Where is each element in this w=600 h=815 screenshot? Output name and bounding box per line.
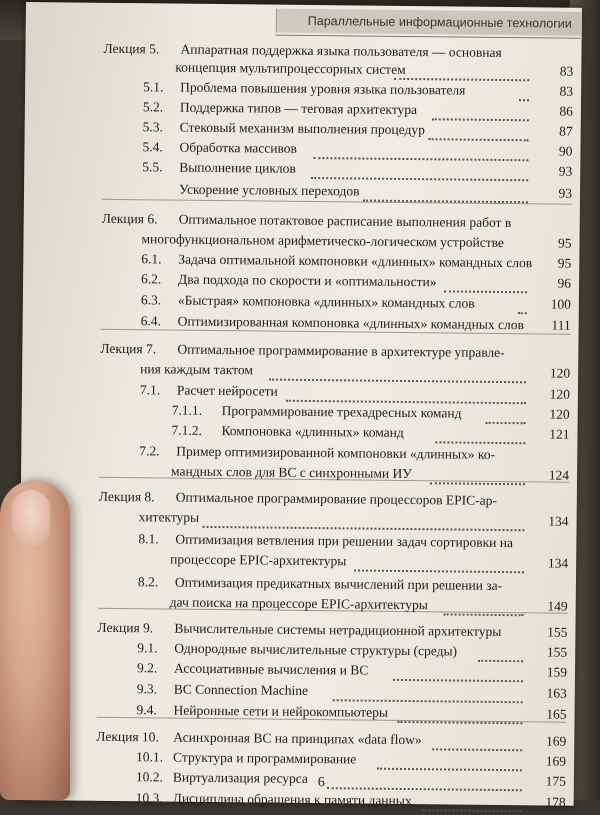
toc-entry-page: 155	[547, 624, 568, 640]
toc-entry-number: 7.1.1.	[171, 402, 203, 418]
dot-leader	[435, 425, 525, 444]
dot-leader	[333, 683, 523, 703]
dot-leader	[327, 771, 522, 791]
toc-entry-title: Оптимальное программирование процессоров EPIC-ар-	[175, 489, 498, 508]
toc-entry-number: Лекция 5.	[103, 40, 160, 57]
toc-entry-title: Программирование трехадресных команд	[221, 403, 462, 421]
dot-leader	[444, 597, 524, 616]
toc-entry-page: 120	[549, 406, 570, 422]
toc-entry-number: Лекция 7.	[100, 340, 157, 357]
table-of-contents	[26, 40, 582, 810]
toc-entry-number: 8.2.	[137, 574, 159, 590]
toc-entry-title: Виртуализация ресурса	[172, 769, 309, 786]
toc-entry-number: 7.1.	[139, 382, 161, 398]
toc-entry-title: процессоре EPIC-архитектуры	[170, 551, 347, 569]
toc-entry-title: Оптимизация предикатных вычислений при решении за-	[174, 574, 503, 594]
toc-entry-title: Оптимальное потактовое расписание выполнения работ в	[178, 211, 512, 231]
toc-entry-page: 163	[546, 685, 567, 701]
toc-entry-title: хитектуры	[138, 509, 200, 525]
toc-entry-page: 134	[547, 555, 569, 571]
toc-entry-page: 100	[550, 296, 571, 312]
toc-entry-page: 86	[559, 103, 573, 119]
dot-leader	[394, 62, 529, 81]
thumb-nail	[12, 490, 50, 546]
toc-entry-page: 178	[545, 794, 566, 810]
toc-entry-number: 5.3.	[142, 119, 164, 135]
dot-leader	[393, 663, 523, 682]
book-page	[18, 2, 582, 810]
toc-entry-title: Ускорение условных переходов	[178, 181, 360, 199]
dot-leader	[203, 510, 525, 531]
toc-entry-number: Лекция 8.	[98, 488, 155, 505]
running-header	[276, 9, 582, 36]
dot-leader	[377, 752, 522, 772]
toc-entry-page: 83	[559, 83, 574, 99]
toc-entry-number: Лекция 6.	[101, 210, 158, 227]
toc-entry-page: 93	[558, 185, 573, 201]
toc-entry-page: 96	[557, 275, 572, 291]
toc-entry-page: 111	[551, 317, 571, 333]
toc-entry-title: Ассоциативные вычисления и ВС	[173, 660, 369, 678]
toc-entry-number: 9.1.	[137, 640, 158, 656]
toc-entry-number: 9.3.	[136, 681, 158, 697]
toc-entry-title: Нейронные сети и нейрокомпьютеры	[173, 702, 389, 720]
toc-entry-title: Два подхода по скорости и «оптимальности»	[178, 271, 437, 290]
toc-entry-page: 93	[558, 163, 573, 179]
toc-entry-title: многофункциональном арифметическо-логическом устройстве	[141, 231, 505, 251]
toc-entry-title: Дисциплина обращения к памяти данных	[172, 790, 412, 809]
toc-entry-title: Оптимизированная компоновка «длинных» командных слов	[177, 313, 524, 333]
toc-entry-number: 10.3.	[135, 790, 163, 806]
toc-entry-title: Оптимальное программирование в архитектуре управле-	[177, 341, 505, 361]
toc-entry-number: 5.5.	[142, 159, 163, 175]
toc-entry-title: Вычислительные системы нетрадиционной архитектуры	[174, 620, 502, 640]
dot-leader	[432, 102, 529, 121]
toc-entry-number: 7.1.2.	[171, 422, 202, 438]
toc-entry-title: Стековый механизм выполнения процедур	[179, 119, 425, 138]
toc-entry-title: Оптимизация ветвления при решении задач сортировки на	[175, 531, 514, 551]
toc-entry-title: Задача оптимальной компоновки «длинных» командных слов	[178, 251, 533, 271]
dot-leader	[397, 705, 522, 724]
toc-entry-title: Проблема повышения уровня языка пользователя	[180, 79, 466, 98]
dot-leader	[422, 793, 522, 812]
toc-entry-title: Аппаратная поддержка языка пользователя — основная	[180, 41, 502, 60]
toc-entry-title: Компоновка «длинных» команд	[221, 423, 404, 440]
dot-leader	[313, 141, 528, 161]
dot-leader	[269, 363, 526, 384]
dot-leader	[486, 406, 526, 424]
toc-entry-page: 149	[547, 598, 568, 614]
toc-entry-title: Обработка массивов	[179, 139, 298, 156]
toc-entry-title: концепция мультипроцессорных систем	[175, 59, 406, 77]
toc-entry-page: 95	[557, 235, 572, 251]
toc-entry-number: 10.1.	[136, 749, 164, 765]
toc-entry-page: 155	[546, 644, 568, 660]
toc-entry-page: 90	[558, 143, 573, 159]
toc-entry-number: 9.4.	[136, 702, 157, 718]
toc-entry-number: 6.3.	[140, 292, 162, 308]
dot-leader	[429, 122, 529, 141]
toc-entry-number: 10.2.	[135, 769, 163, 785]
toc-entry-number: 6.2.	[141, 271, 162, 287]
dot-leader	[478, 644, 523, 662]
toc-entry-number: 6.4.	[140, 313, 161, 329]
dot-leader	[430, 466, 525, 485]
toc-entry-title: Поддержка типов — теговая архитектура	[179, 99, 418, 118]
toc-entry-title: ВС Connection Machine	[173, 681, 309, 698]
toc-entry-title: «Быстрая» компоновка «длинных» командных слов	[177, 292, 475, 311]
toc-entry-page: 121	[549, 426, 570, 442]
dot-leader	[444, 274, 527, 293]
toc-entry-number: 6.1.	[141, 251, 162, 267]
toc-entry-page: 165	[546, 706, 567, 722]
toc-entry-number: Лекция 9.	[97, 619, 154, 636]
toc-entry-page: 95	[557, 255, 572, 271]
toc-entry-number: 9.2.	[136, 660, 158, 676]
toc-entry-page: 159	[546, 664, 568, 680]
toc-entry-title: Структура и программирование	[173, 749, 357, 767]
toc-entry-title: Асинхронная ВС на принципах «data flow»	[173, 729, 422, 748]
toc-entry-page: 120	[549, 386, 571, 402]
toc-entry-title: мандных слов для ВС с синхронными ИУ	[171, 463, 412, 482]
toc-entry-number: Лекция 10.	[96, 728, 159, 745]
toc-entry-number: 8.1.	[138, 531, 159, 547]
dot-leader	[519, 83, 529, 101]
toc-entry-title: дач поиска на процессоре EPIC-архитектуры	[169, 594, 428, 613]
toc-entry-page: 124	[548, 467, 570, 483]
toc-entry-title: Расчет нейросети	[176, 382, 278, 399]
toc-entry	[24, 180, 580, 206]
toc-entry-page: 169	[545, 733, 567, 749]
dot-leader	[363, 184, 528, 204]
toc-entry-title: ния каждым тактом	[140, 361, 254, 378]
toc-entry-number: 7.2.	[139, 443, 160, 459]
toc-entry-page: 83	[559, 63, 574, 79]
toc-entry-number: 5.4.	[142, 139, 163, 155]
page-number: 6	[317, 775, 325, 791]
toc-entry-number: 5.2.	[142, 99, 164, 115]
toc-entry-page: 175	[545, 773, 566, 789]
toc-entry-page: 169	[545, 753, 567, 769]
toc-entry-title: Пример оптимизированной компоновки «длинных» ко-	[176, 443, 496, 462]
dot-leader	[518, 296, 527, 314]
dot-leader	[432, 732, 522, 751]
dot-leader	[354, 553, 524, 573]
dot-leader	[286, 384, 526, 405]
running-header-title: Параллельные информационные технологии	[307, 13, 572, 31]
toc-entry-page: 87	[559, 123, 573, 139]
toc-entry-page: 120	[549, 365, 571, 381]
dot-leader	[311, 161, 528, 181]
toc-entry-number: 5.1.	[143, 79, 164, 95]
toc-entry-title: Выполнение циклов	[179, 159, 296, 176]
toc-entry-page: 134	[548, 513, 569, 529]
toc-entry-title: Однородные вычислительные структуры (среды)	[174, 640, 458, 659]
